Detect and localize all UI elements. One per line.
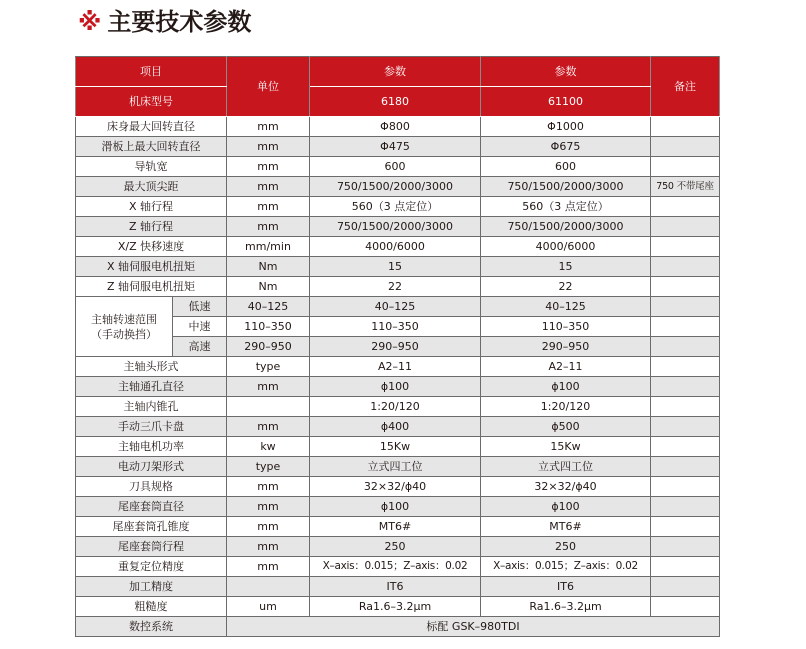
table-row — [76, 197, 720, 217]
page-title-text: 主要技术参数 — [107, 8, 252, 36]
row-value-a: 22 — [310, 277, 481, 297]
header-item: 项目 — [76, 57, 227, 87]
row-value-a: ϕ100 — [310, 497, 481, 517]
table-row — [76, 237, 720, 257]
row-unit: type — [227, 457, 310, 477]
table-row — [76, 157, 720, 177]
table-row — [76, 377, 720, 397]
row-value-b: 560（3 点定位） — [481, 197, 651, 217]
spec-table-header — [76, 57, 720, 117]
row-value-b: 22 — [481, 277, 651, 297]
table-row — [76, 257, 720, 277]
row-value-a: ϕ100 — [310, 377, 481, 397]
row-unit: um — [227, 597, 310, 617]
header-model-b: 61100 — [481, 87, 651, 117]
row-value-a: 1:20/120 — [310, 397, 481, 417]
row-note — [651, 537, 720, 557]
row-value-a: IT6 — [310, 577, 481, 597]
row-note — [651, 517, 720, 537]
row-note — [651, 417, 720, 437]
row-note — [651, 157, 720, 177]
row-unit: Nm — [227, 277, 310, 297]
row-item: 数控系统 — [76, 617, 227, 637]
row-unit: 110–350 — [227, 317, 310, 337]
table-row — [76, 577, 720, 597]
row-value-b: Φ1000 — [481, 117, 651, 137]
row-value-a: MT6# — [310, 517, 481, 537]
table-row — [76, 117, 720, 137]
row-value-a: Ra1.6–3.2μm — [310, 597, 481, 617]
row-value-a: 250 — [310, 537, 481, 557]
row-value-b: 290–950 — [481, 337, 651, 357]
row-value-b: 1:20/120 — [481, 397, 651, 417]
header-param-b: 参数 — [481, 57, 651, 87]
table-row — [76, 537, 720, 557]
row-item: 加工精度 — [76, 577, 227, 597]
header-param-a: 参数 — [310, 57, 481, 87]
row-value-b: Φ675 — [481, 137, 651, 157]
row-unit — [227, 577, 310, 597]
row-note — [651, 397, 720, 417]
row-unit: mm — [227, 217, 310, 237]
row-value-b: 750/1500/2000/3000 — [481, 217, 651, 237]
row-note — [651, 477, 720, 497]
row-value-b: 600 — [481, 157, 651, 177]
row-value-b: ϕ500 — [481, 417, 651, 437]
row-item: 重复定位精度 — [76, 557, 227, 577]
row-note — [651, 437, 720, 457]
row-item: 床身最大回转直径 — [76, 117, 227, 137]
row-value-a: 40–125 — [310, 297, 481, 317]
row-item: 主轴头形式 — [76, 357, 227, 377]
reference-mark-icon: ※ — [78, 8, 102, 36]
row-unit: kw — [227, 437, 310, 457]
table-row — [76, 177, 720, 197]
row-unit: Nm — [227, 257, 310, 277]
row-value-a: 立式四工位 — [310, 457, 481, 477]
row-value-a: 600 — [310, 157, 481, 177]
row-value-b: IT6 — [481, 577, 651, 597]
row-value-a: Φ800 — [310, 117, 481, 137]
table-row — [76, 277, 720, 297]
row-value-a: A2–11 — [310, 357, 481, 377]
row-unit: mm/min — [227, 237, 310, 257]
row-note — [651, 457, 720, 477]
row-value-b: 32×32/ϕ40 — [481, 477, 651, 497]
header-note: 备注 — [651, 57, 720, 117]
row-item: 尾座套筒直径 — [76, 497, 227, 517]
row-value-b: MT6# — [481, 517, 651, 537]
row-value-a: 4000/6000 — [310, 237, 481, 257]
row-item: 尾座套筒孔锥度 — [76, 517, 227, 537]
row-item: 导轨宽 — [76, 157, 227, 177]
speed-low-label: 低速 — [173, 297, 227, 317]
row-unit: mm — [227, 517, 310, 537]
row-item: 主轴内锥孔 — [76, 397, 227, 417]
row-item: X 轴行程 — [76, 197, 227, 217]
row-unit: mm — [227, 177, 310, 197]
row-note — [651, 377, 720, 397]
row-item: 主轴通孔直径 — [76, 377, 227, 397]
row-unit: mm — [227, 417, 310, 437]
row-note — [651, 297, 720, 317]
row-value-b: X–axis：0.015；Z–axis：0.02 — [481, 557, 651, 577]
row-item: 主轴电机功率 — [76, 437, 227, 457]
row-value-b: 750/1500/2000/3000 — [481, 177, 651, 197]
row-item: 滑板上最大回转直径 — [76, 137, 227, 157]
page-title — [78, 8, 251, 36]
row-note — [651, 117, 720, 137]
row-value-b: Ra1.6–3.2μm — [481, 597, 651, 617]
row-unit: mm — [227, 117, 310, 137]
speed-high-label: 高速 — [173, 337, 227, 357]
row-value-a: X–axis：0.015；Z–axis：0.02 — [310, 557, 481, 577]
row-value-b: 110–350 — [481, 317, 651, 337]
row-note — [651, 337, 720, 357]
table-row — [76, 417, 720, 437]
row-value-b: 250 — [481, 537, 651, 557]
spindle-speed-label-line2: （手动换挡） — [91, 327, 157, 341]
row-value-a: 750/1500/2000/3000 — [310, 217, 481, 237]
row-value-b: ϕ100 — [481, 497, 651, 517]
row-unit: mm — [227, 377, 310, 397]
row-note — [651, 257, 720, 277]
table-row — [76, 357, 720, 377]
table-row — [76, 497, 720, 517]
table-row — [76, 457, 720, 477]
table-row — [76, 557, 720, 577]
row-note — [651, 237, 720, 257]
row-item: Z 轴伺服电机扭矩 — [76, 277, 227, 297]
row-note — [651, 197, 720, 217]
row-value-a: 15Kw — [310, 437, 481, 457]
row-note — [651, 217, 720, 237]
row-unit: 40–125 — [227, 297, 310, 317]
row-item: 刀具规格 — [76, 477, 227, 497]
row-unit: mm — [227, 477, 310, 497]
row-value-a: ϕ400 — [310, 417, 481, 437]
row-value-a: 32×32/ϕ40 — [310, 477, 481, 497]
row-value-b: ϕ100 — [481, 377, 651, 397]
row-note — [651, 597, 720, 617]
row-value-b: A2–11 — [481, 357, 651, 377]
table-row — [76, 437, 720, 457]
spec-table — [75, 56, 720, 637]
row-value-a: 750/1500/2000/3000 — [310, 177, 481, 197]
spindle-speed-label — [76, 297, 173, 357]
row-note — [651, 317, 720, 337]
row-value-b: 15 — [481, 257, 651, 277]
header-model-label: 机床型号 — [76, 87, 227, 117]
row-note: 750 不带尾座 — [651, 177, 720, 197]
header-unit: 单位 — [227, 57, 310, 117]
row-unit — [227, 397, 310, 417]
row-item: 尾座套筒行程 — [76, 537, 227, 557]
row-note — [651, 557, 720, 577]
table-row — [76, 217, 720, 237]
row-value-a: 560（3 点定位） — [310, 197, 481, 217]
row-value-b: 4000/6000 — [481, 237, 651, 257]
table-row — [76, 337, 720, 357]
row-value-a: 290–950 — [310, 337, 481, 357]
row-note — [651, 357, 720, 377]
row-unit: mm — [227, 537, 310, 557]
row-note — [651, 137, 720, 157]
row-value-a: 110–350 — [310, 317, 481, 337]
table-row — [76, 597, 720, 617]
row-item: 最大顶尖距 — [76, 177, 227, 197]
row-item: X/Z 快移速度 — [76, 237, 227, 257]
table-row — [76, 297, 720, 317]
row-item: 电动刀架形式 — [76, 457, 227, 477]
spindle-speed-label-line1: 主轴转速范围 — [91, 312, 157, 326]
table-row — [76, 137, 720, 157]
table-row — [76, 397, 720, 417]
row-item: Z 轴行程 — [76, 217, 227, 237]
row-value-b: 立式四工位 — [481, 457, 651, 477]
row-unit: mm — [227, 557, 310, 577]
table-row — [76, 517, 720, 537]
row-note — [651, 277, 720, 297]
table-row — [76, 617, 720, 637]
row-item: 粗糙度 — [76, 597, 227, 617]
row-value-a: Φ475 — [310, 137, 481, 157]
header-model-a: 6180 — [310, 87, 481, 117]
row-unit: mm — [227, 157, 310, 177]
row-value-b: 40–125 — [481, 297, 651, 317]
cnc-system-value: 标配 GSK–980TDI — [227, 617, 720, 637]
row-value-b: 15Kw — [481, 437, 651, 457]
speed-mid-label: 中速 — [173, 317, 227, 337]
table-row — [76, 477, 720, 497]
row-unit: mm — [227, 137, 310, 157]
row-note — [651, 497, 720, 517]
table-row — [76, 317, 720, 337]
row-unit: mm — [227, 197, 310, 217]
row-unit: mm — [227, 497, 310, 517]
row-unit: type — [227, 357, 310, 377]
row-item: 手动三爪卡盘 — [76, 417, 227, 437]
row-unit: 290–950 — [227, 337, 310, 357]
row-item: X 轴伺服电机扭矩 — [76, 257, 227, 277]
row-note — [651, 577, 720, 597]
row-value-a: 15 — [310, 257, 481, 277]
